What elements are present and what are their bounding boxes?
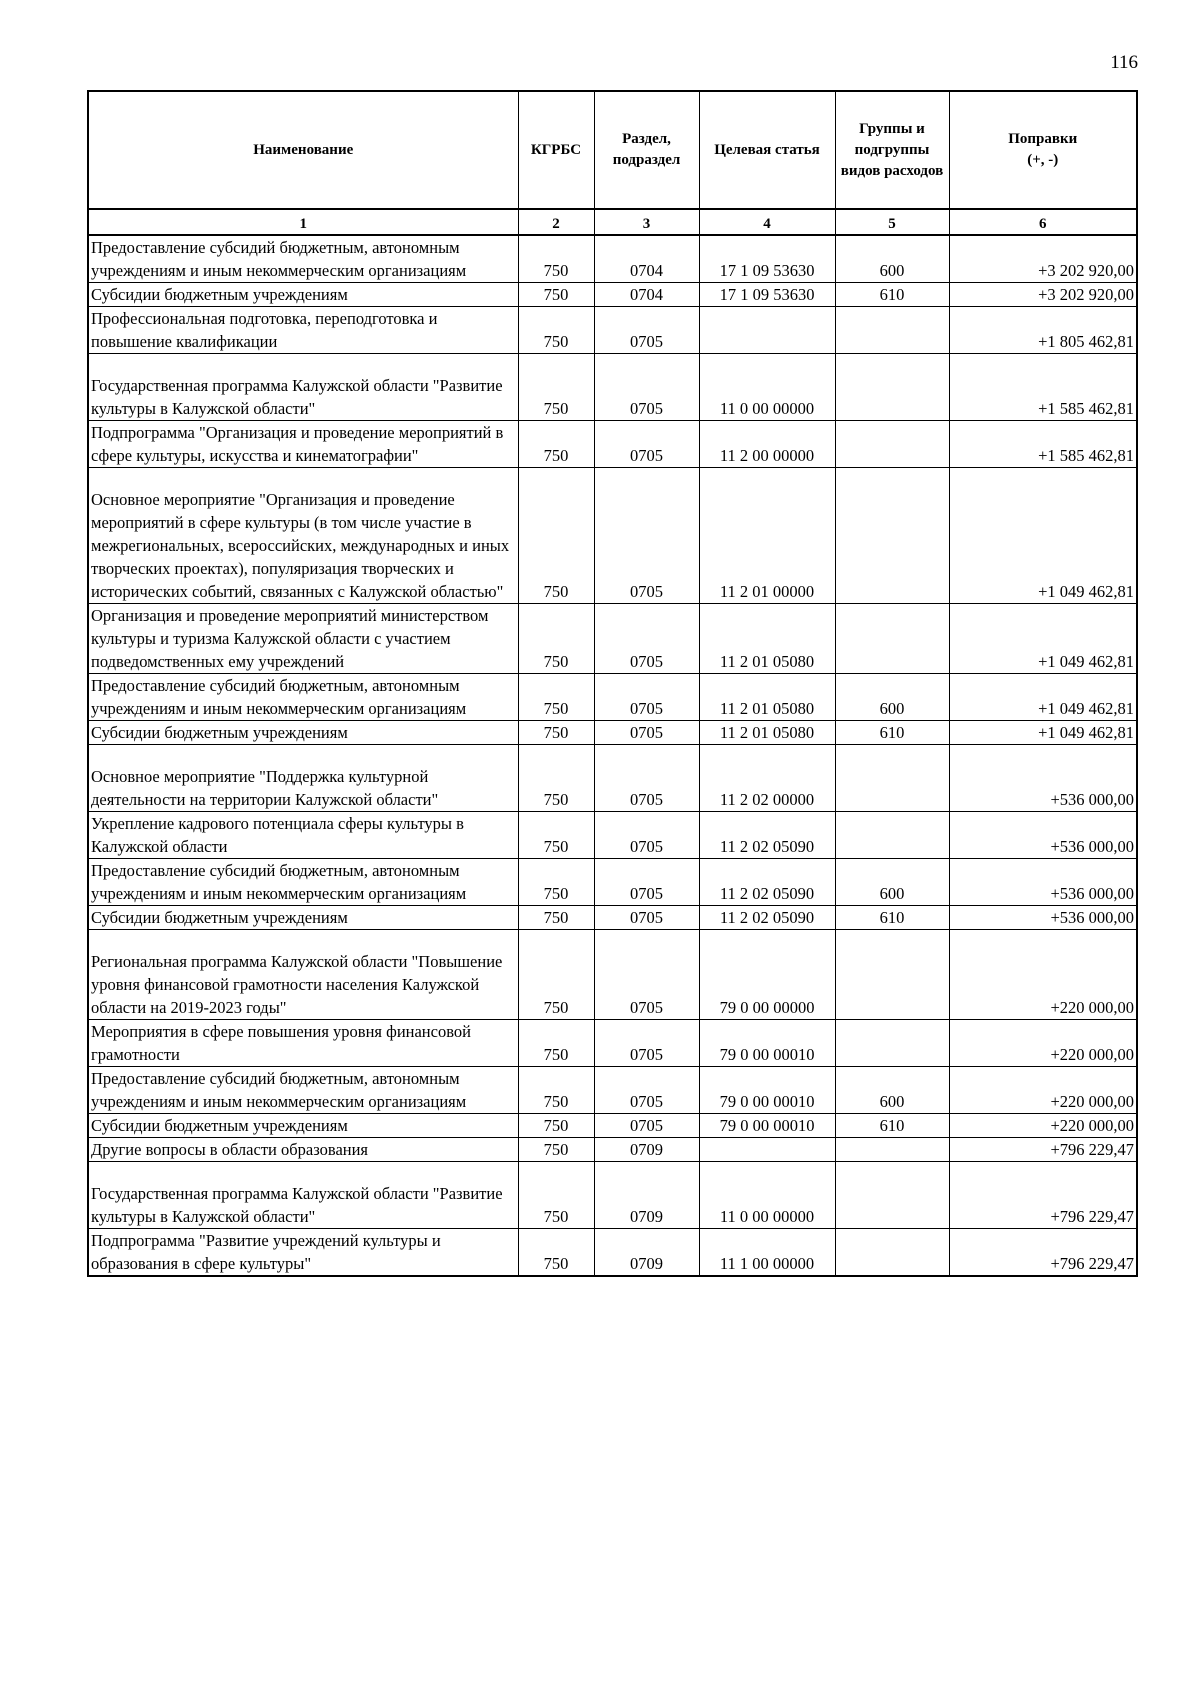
row-group-cell: 610 <box>835 721 949 745</box>
row-amount-cell: +536 000,00 <box>949 812 1137 859</box>
row-kgrbs-cell: 750 <box>518 604 594 674</box>
row-target-cell: 11 2 02 05090 <box>699 906 835 930</box>
row-kgrbs-cell: 750 <box>518 354 594 421</box>
row-group-cell <box>835 812 949 859</box>
row-group-cell: 600 <box>835 1067 949 1114</box>
row-section-cell: 0705 <box>594 721 699 745</box>
row-name-cell: Мероприятия в сфере повышения уровня финансовой грамотности <box>88 1020 518 1067</box>
row-section-cell: 0705 <box>594 354 699 421</box>
row-amount-cell: +1 049 462,81 <box>949 468 1137 604</box>
row-amount-cell: +1 049 462,81 <box>949 721 1137 745</box>
table-row <box>88 930 1137 1020</box>
row-name-cell: Региональная программа Калужской области "Повышение уровня финансовой грамотности населения Калужской области на 2019-2023 годы" <box>88 930 518 1020</box>
row-group-cell <box>835 1229 949 1277</box>
row-name-cell: Предоставление субсидий бюджетным, автономным учреждениям и иным некоммерческим организациям <box>88 674 518 721</box>
row-amount-cell: +1 585 462,81 <box>949 421 1137 468</box>
row-name-cell: Профессиональная подготовка, переподготовка и повышение квалификации <box>88 307 518 354</box>
row-target-cell: 11 0 00 00000 <box>699 354 835 421</box>
row-name-cell: Подпрограмма "Организация и проведение мероприятий в сфере культуры, искусства и кинематографии" <box>88 421 518 468</box>
row-group-cell <box>835 468 949 604</box>
table-row <box>88 421 1137 468</box>
row-section-cell: 0705 <box>594 421 699 468</box>
column-number: 3 <box>594 209 699 235</box>
row-name-cell: Предоставление субсидий бюджетным, автономным учреждениям и иным некоммерческим организациям <box>88 235 518 283</box>
row-name-cell: Другие вопросы в области образования <box>88 1138 518 1162</box>
header-amendments-title: Поправки <box>1008 131 1078 147</box>
table-row <box>88 1138 1137 1162</box>
row-target-cell: 17 1 09 53630 <box>699 235 835 283</box>
row-kgrbs-cell: 750 <box>518 421 594 468</box>
row-name-cell: Основное мероприятие "Поддержка культурной деятельности на территории Калужской области" <box>88 745 518 812</box>
row-kgrbs-cell: 750 <box>518 674 594 721</box>
row-group-cell <box>835 1162 949 1229</box>
table-row <box>88 674 1137 721</box>
row-kgrbs-cell: 750 <box>518 1114 594 1138</box>
row-name-cell: Подпрограмма "Развитие учреждений культуры и образования в сфере культуры" <box>88 1229 518 1277</box>
row-target-cell: 11 2 02 00000 <box>699 745 835 812</box>
table-row <box>88 1229 1137 1277</box>
row-section-cell: 0705 <box>594 604 699 674</box>
row-section-cell: 0705 <box>594 812 699 859</box>
row-group-cell <box>835 1138 949 1162</box>
table-row <box>88 468 1137 604</box>
row-name-cell: Предоставление субсидий бюджетным, автономным учреждениям и иным некоммерческим организациям <box>88 1067 518 1114</box>
page-number: 116 <box>1110 52 1138 73</box>
row-kgrbs-cell: 750 <box>518 1229 594 1277</box>
row-kgrbs-cell: 750 <box>518 930 594 1020</box>
header-row <box>88 91 1137 209</box>
row-target-cell: 11 0 00 00000 <box>699 1162 835 1229</box>
table-row <box>88 1067 1137 1114</box>
row-target-cell: 17 1 09 53630 <box>699 283 835 307</box>
table-row <box>88 235 1137 283</box>
row-name-cell: Государственная программа Калужской области "Развитие культуры в Калужской области" <box>88 354 518 421</box>
column-number: 5 <box>835 209 949 235</box>
table-row <box>88 745 1137 812</box>
column-number-row <box>88 209 1137 235</box>
row-name-cell: Основное мероприятие "Организация и проведение мероприятий в сфере культуры (в том числе участие в межрегиональных, всероссийских, международных и иных творческих проектах), популяризация творческих и исторических событий, связанных с Калужской областью" <box>88 468 518 604</box>
table-body <box>88 235 1137 1276</box>
row-group-cell <box>835 354 949 421</box>
row-target-cell <box>699 307 835 354</box>
row-group-cell: 600 <box>835 859 949 906</box>
row-target-cell: 11 2 01 05080 <box>699 674 835 721</box>
header-groups: Группы и подгруппы видов расходов <box>835 91 949 209</box>
row-amount-cell: +536 000,00 <box>949 859 1137 906</box>
row-section-cell: 0705 <box>594 859 699 906</box>
column-number: 6 <box>949 209 1137 235</box>
row-amount-cell: +220 000,00 <box>949 930 1137 1020</box>
header-kgrbs: КГРБС <box>518 91 594 209</box>
row-name-cell: Субсидии бюджетным учреждениям <box>88 906 518 930</box>
row-section-cell: 0704 <box>594 235 699 283</box>
row-name-cell: Организация и проведение мероприятий министерством культуры и туризма Калужской области с участием подведомственных ему учреждений <box>88 604 518 674</box>
row-kgrbs-cell: 750 <box>518 1067 594 1114</box>
header-amendments-sign: (+, -) <box>1027 152 1059 168</box>
row-section-cell: 0705 <box>594 906 699 930</box>
table-row <box>88 283 1137 307</box>
row-group-cell: 600 <box>835 674 949 721</box>
row-amount-cell: +796 229,47 <box>949 1229 1137 1277</box>
row-amount-cell: +220 000,00 <box>949 1114 1137 1138</box>
header-target: Целевая статья <box>699 91 835 209</box>
row-section-cell: 0705 <box>594 1067 699 1114</box>
row-amount-cell: +1 805 462,81 <box>949 307 1137 354</box>
header-amendments <box>949 91 1137 209</box>
row-section-cell: 0705 <box>594 1020 699 1067</box>
row-target-cell: 11 2 02 05090 <box>699 812 835 859</box>
row-group-cell <box>835 745 949 812</box>
row-amount-cell: +796 229,47 <box>949 1162 1137 1229</box>
row-target-cell: 11 2 01 05080 <box>699 721 835 745</box>
header-section: Раздел, подраздел <box>594 91 699 209</box>
row-target-cell: 11 2 01 00000 <box>699 468 835 604</box>
row-name-cell: Субсидии бюджетным учреждениям <box>88 721 518 745</box>
row-name-cell: Государственная программа Калужской области "Развитие культуры в Калужской области" <box>88 1162 518 1229</box>
row-amount-cell: +220 000,00 <box>949 1020 1137 1067</box>
row-kgrbs-cell: 750 <box>518 235 594 283</box>
row-target-cell: 11 2 00 00000 <box>699 421 835 468</box>
table-row <box>88 859 1137 906</box>
row-kgrbs-cell: 750 <box>518 859 594 906</box>
row-amount-cell: +1 585 462,81 <box>949 354 1137 421</box>
row-kgrbs-cell: 750 <box>518 283 594 307</box>
header-name: Наименование <box>88 91 518 209</box>
table-header <box>88 91 1137 235</box>
row-amount-cell: +3 202 920,00 <box>949 283 1137 307</box>
row-section-cell: 0705 <box>594 930 699 1020</box>
row-target-cell <box>699 1138 835 1162</box>
row-name-cell: Предоставление субсидий бюджетным, автономным учреждениям и иным некоммерческим организациям <box>88 859 518 906</box>
table-row <box>88 1114 1137 1138</box>
row-kgrbs-cell: 750 <box>518 812 594 859</box>
row-section-cell: 0705 <box>594 307 699 354</box>
budget-amendments-table <box>87 90 1138 1277</box>
table-row <box>88 1162 1137 1229</box>
row-section-cell: 0709 <box>594 1162 699 1229</box>
table-row <box>88 604 1137 674</box>
row-target-cell: 11 2 02 05090 <box>699 859 835 906</box>
table-row <box>88 721 1137 745</box>
row-section-cell: 0704 <box>594 283 699 307</box>
row-target-cell: 79 0 00 00010 <box>699 1020 835 1067</box>
row-group-cell <box>835 307 949 354</box>
row-group-cell <box>835 604 949 674</box>
column-number: 2 <box>518 209 594 235</box>
row-target-cell: 79 0 00 00010 <box>699 1067 835 1114</box>
row-group-cell <box>835 421 949 468</box>
column-number: 1 <box>88 209 518 235</box>
row-group-cell: 610 <box>835 283 949 307</box>
table-row <box>88 354 1137 421</box>
row-kgrbs-cell: 750 <box>518 1162 594 1229</box>
row-target-cell: 79 0 00 00010 <box>699 1114 835 1138</box>
row-group-cell: 600 <box>835 235 949 283</box>
row-target-cell: 11 1 00 00000 <box>699 1229 835 1277</box>
row-name-cell: Субсидии бюджетным учреждениям <box>88 1114 518 1138</box>
row-name-cell: Субсидии бюджетным учреждениям <box>88 283 518 307</box>
row-section-cell: 0709 <box>594 1229 699 1277</box>
row-section-cell: 0705 <box>594 1114 699 1138</box>
row-kgrbs-cell: 750 <box>518 1020 594 1067</box>
column-number: 4 <box>699 209 835 235</box>
row-section-cell: 0705 <box>594 468 699 604</box>
row-amount-cell: +220 000,00 <box>949 1067 1137 1114</box>
row-kgrbs-cell: 750 <box>518 745 594 812</box>
row-amount-cell: +1 049 462,81 <box>949 604 1137 674</box>
row-group-cell: 610 <box>835 1114 949 1138</box>
row-amount-cell: +3 202 920,00 <box>949 235 1137 283</box>
row-group-cell: 610 <box>835 906 949 930</box>
row-group-cell <box>835 930 949 1020</box>
row-section-cell: 0705 <box>594 745 699 812</box>
row-kgrbs-cell: 750 <box>518 307 594 354</box>
row-kgrbs-cell: 750 <box>518 906 594 930</box>
row-kgrbs-cell: 750 <box>518 1138 594 1162</box>
row-target-cell: 79 0 00 00000 <box>699 930 835 1020</box>
row-target-cell: 11 2 01 05080 <box>699 604 835 674</box>
row-section-cell: 0709 <box>594 1138 699 1162</box>
table-row <box>88 906 1137 930</box>
table-row <box>88 812 1137 859</box>
table-row <box>88 1020 1137 1067</box>
row-amount-cell: +536 000,00 <box>949 906 1137 930</box>
row-amount-cell: +796 229,47 <box>949 1138 1137 1162</box>
row-group-cell <box>835 1020 949 1067</box>
row-amount-cell: +536 000,00 <box>949 745 1137 812</box>
row-amount-cell: +1 049 462,81 <box>949 674 1137 721</box>
table-row <box>88 307 1137 354</box>
row-kgrbs-cell: 750 <box>518 468 594 604</box>
row-name-cell: Укрепление кадрового потенциала сферы культуры в Калужской области <box>88 812 518 859</box>
row-kgrbs-cell: 750 <box>518 721 594 745</box>
row-section-cell: 0705 <box>594 674 699 721</box>
